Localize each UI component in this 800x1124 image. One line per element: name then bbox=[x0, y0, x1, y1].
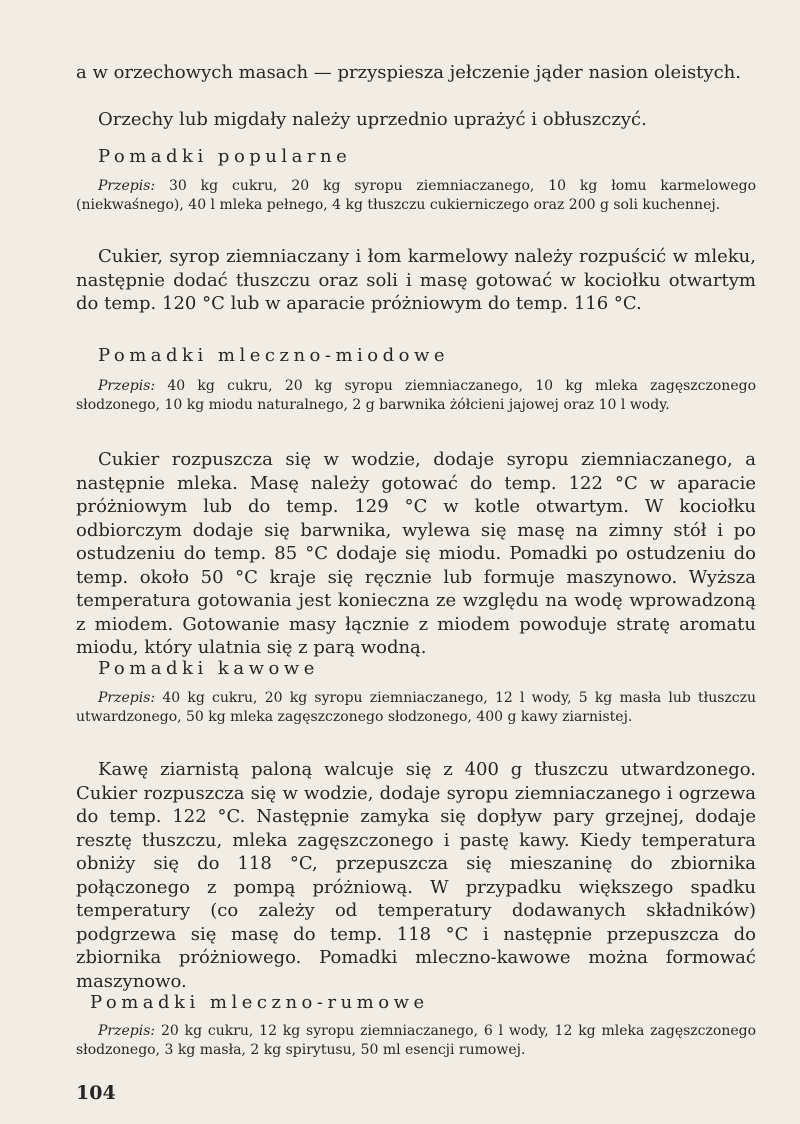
recipe-mleczno-rumowe bbox=[76, 1022, 756, 1059]
recipe-kawowe bbox=[76, 689, 756, 726]
section-heading-mleczno-rumowe: Pomadki mleczno-rumowe bbox=[90, 992, 429, 1013]
recipe-ingredients: 40 kg cukru, 20 kg syropu ziemniaczanego, 12 l wody, 5 kg masła lub tłuszczu utwardzonego, 50 kg mleka zagęszczonego słodzonego, 400 g kawy ziarnistej. bbox=[76, 690, 757, 725]
section-heading-popularne: Pomadki popularne bbox=[98, 146, 352, 167]
recipe-label: Przepis: bbox=[98, 690, 156, 706]
intro-paragraph: a w orzechowych masach — przyspiesza jełczenie jąder nasion oleistych. bbox=[76, 62, 741, 83]
section-heading-kawowe: Pomadki kawowe bbox=[98, 658, 319, 679]
recipe-label: Przepis: bbox=[98, 1023, 156, 1039]
instructions-popularne: Cukier, syrop ziemniaczany i łom karmelowy należy rozpuścić w mleku, następnie dodać tłuszczu oraz soli i masę gotować w kociołku otwartym do temp. 120 °C lub w aparacie próżniowym do temp. 116 °C. bbox=[76, 246, 756, 314]
intro-note: Orzechy lub migdały należy uprzednio uprażyć i obłuszczyć. bbox=[98, 109, 647, 130]
recipe-label: Przepis: bbox=[98, 178, 156, 194]
instructions-kawowe: Kawę ziarnistą paloną walcuje się z 400 g tłuszczu utwardzonego. Cukier rozpuszcza się w wodzie, dodaje syropu ziemniaczanego i ogrzewa do temp. 122 °C. Następnie zamyka się dopływ pary grzejnej, dodaje resztę tłuszczu, mleka zagęszczonego i pastę kawy. Kiedy temperatura obniży się do 118 °C, przepuszcza się mieszaninę do zbiornika połączonego z pompą próżniową. W przypadku większego spadku temperatury (co zależy od temperatury dodawanych składników) podgrzewa się masę do temp. 118 °C i następnie przepuszcza do zbiornika próżniowego. Pomadki mleczno-kawowe można formować maszynowo. bbox=[76, 759, 756, 992]
page-number: 104 bbox=[76, 1082, 116, 1104]
recipe-ingredients: 20 kg cukru, 12 kg syropu ziemniaczanego, 6 l wody, 12 kg mleka zagęszczonego słodzonego, 3 kg masła, 2 kg spirytusu, 50 ml esencji rumowej. bbox=[76, 1023, 757, 1058]
recipe-label: Przepis: bbox=[98, 378, 156, 394]
recipe-ingredients: 40 kg cukru, 20 kg syropu ziemniaczanego, 10 kg mleka zagęszczonego słodzonego, 10 kg miodu naturalnego, 2 g barwnika żółcieni jajowej oraz 10 l wody. bbox=[76, 378, 757, 413]
recipe-popularne bbox=[76, 177, 756, 214]
instructions-mleczno-miodowe: Cukier rozpuszcza się w wodzie, dodaje syropu ziemniaczanego, a następnie mleka. Masę należy gotować do temp. 122 °C w aparacie próżniowym lub do temp. 129 °C w kotle otwartym. W kociołku odbiorczym dodaje się barwnika, wylewa się masę na zimny stół i po ostudzeniu do temp. 85 °C dodaje się miodu. Pomadki po ostudzeniu do temp. około 50 °C kraje się ręcznie lub formuje maszynowo. Wyższa temperatura gotowania jest konieczna ze względu na wodę wprowadzoną z miodem. Gotowanie masy łącznie z miodem powoduje stratę aromatu miodu, który ulatnia się z parą wodną. bbox=[76, 449, 756, 658]
recipe-mleczno-miodowe bbox=[76, 377, 756, 414]
recipe-ingredients: 30 kg cukru, 20 kg syropu ziemniaczanego, 10 kg łomu karmelowego (niekwaśnego), 40 l mleka pełnego, 4 kg tłuszczu cukierniczego oraz 200 g soli kuchennej. bbox=[76, 178, 757, 213]
section-heading-mleczno-miodowe: Pomadki mleczno-miodowe bbox=[98, 345, 450, 366]
